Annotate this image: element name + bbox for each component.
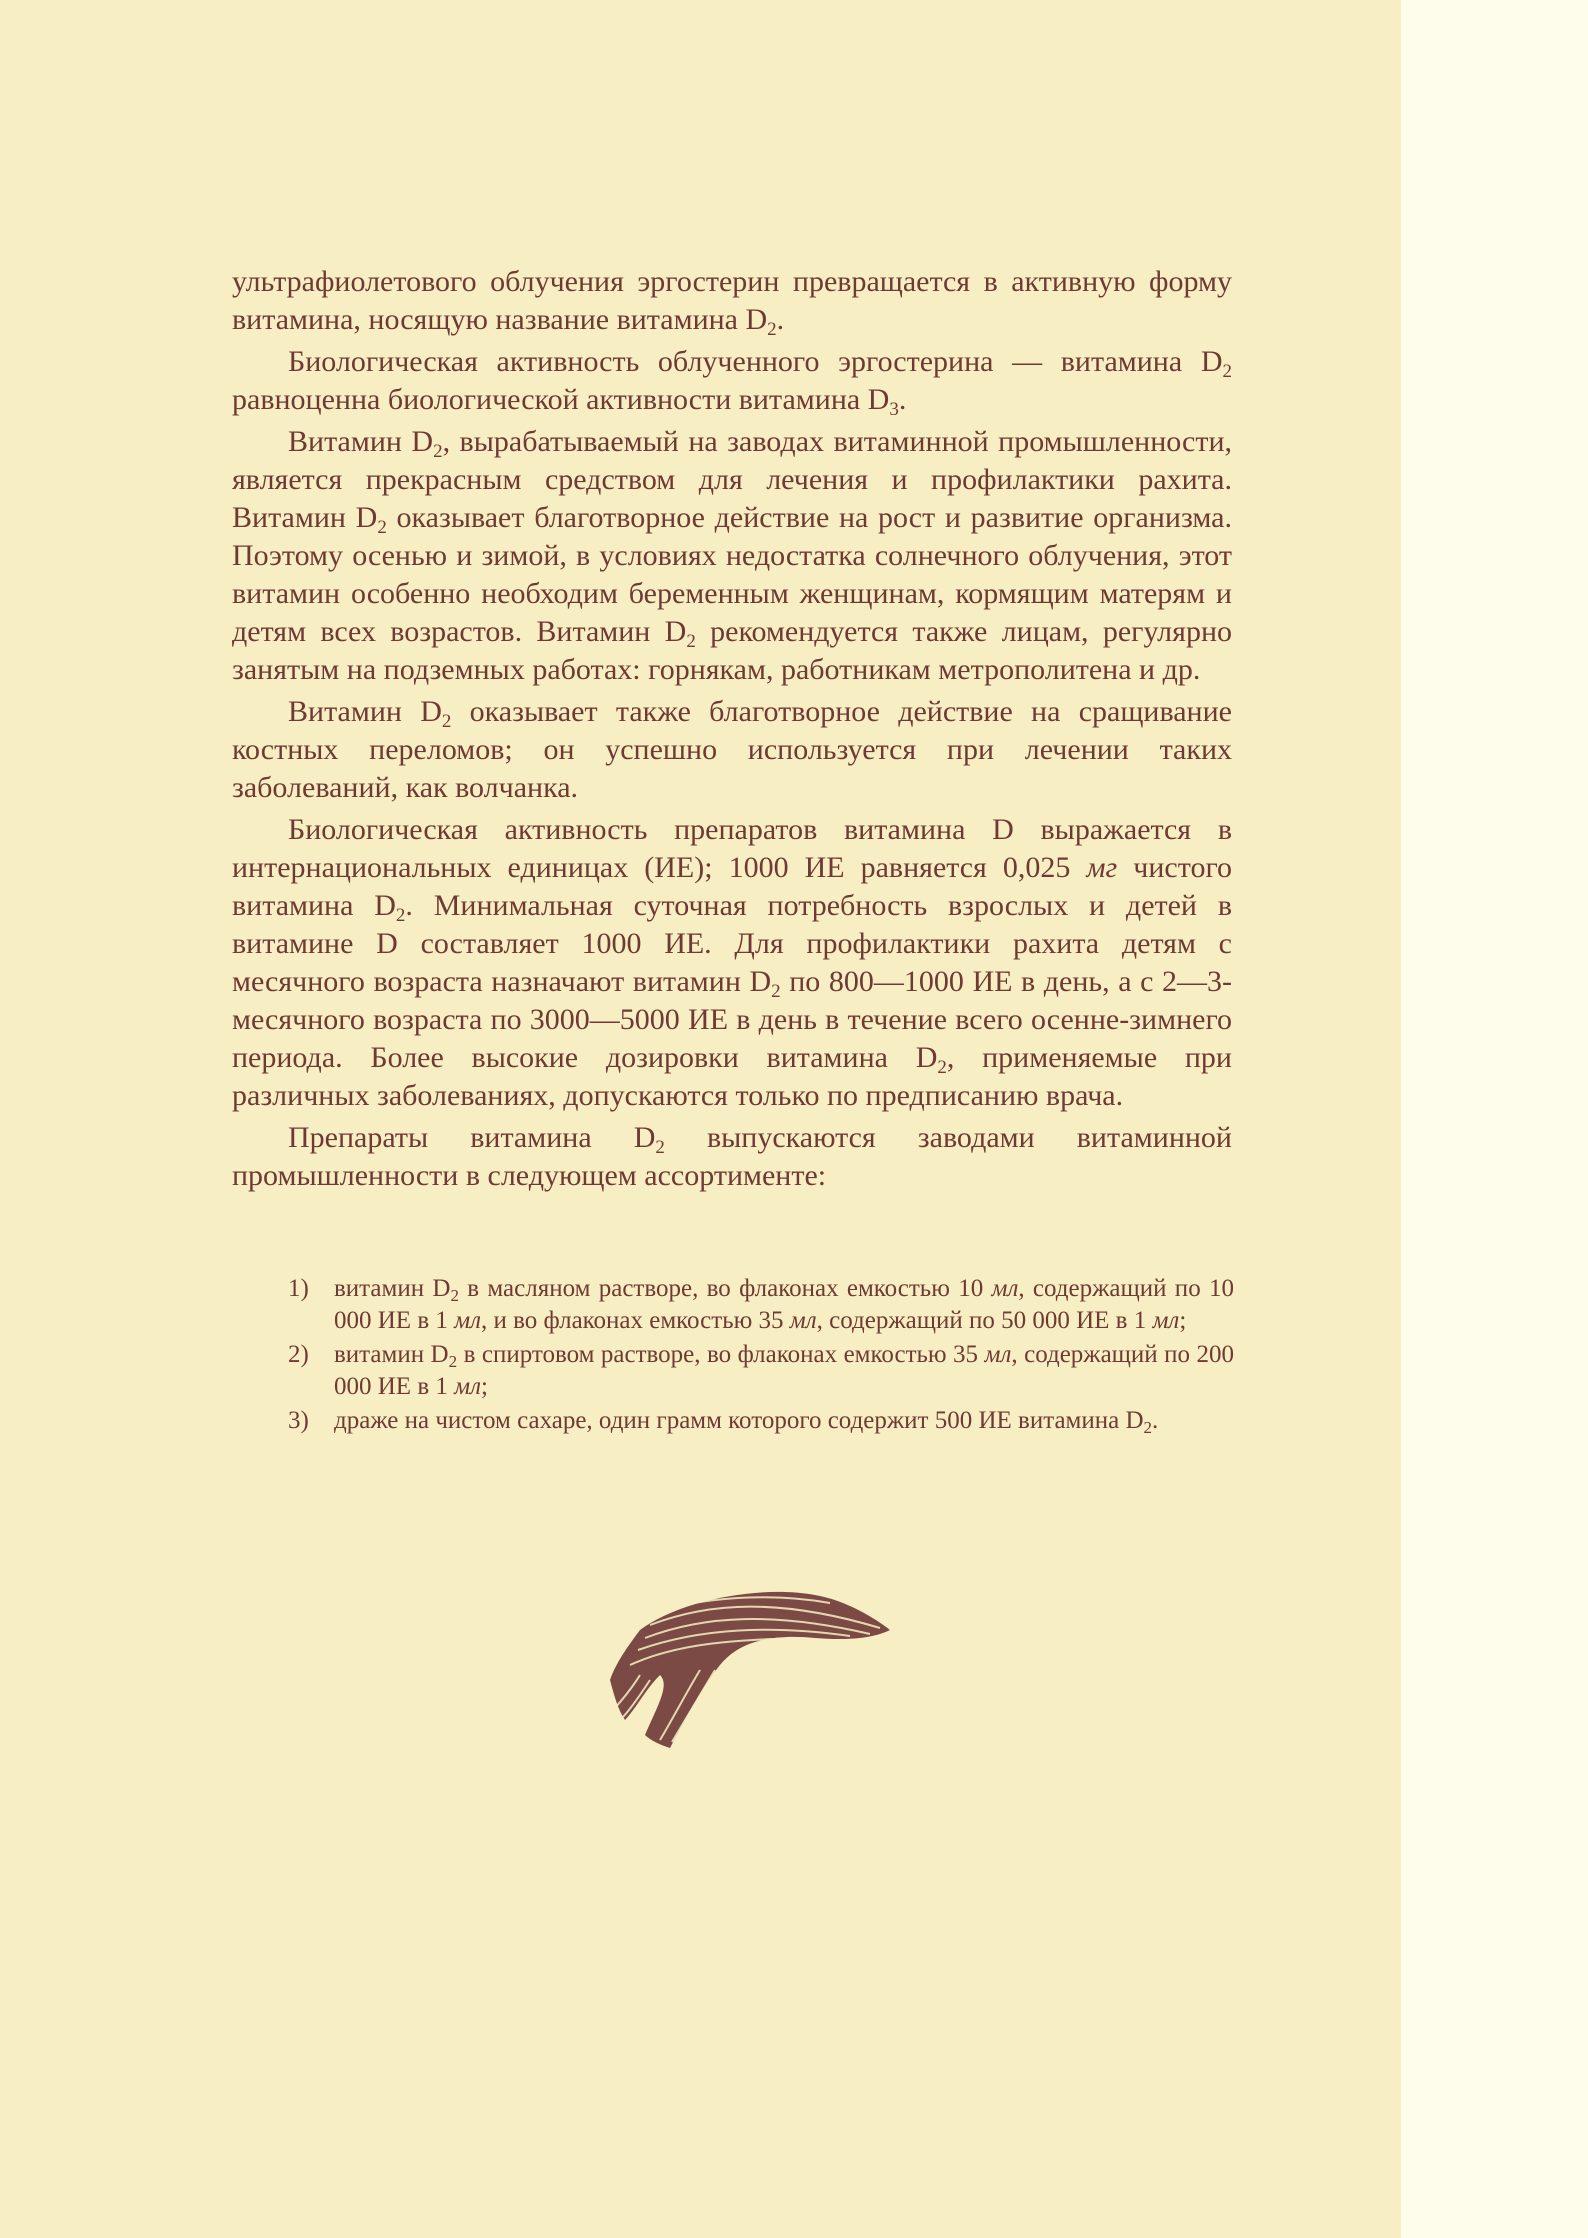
text-run: в спиртовом растворе, во флаконах емкостью 35 bbox=[457, 1341, 985, 1368]
unit-italic: мл bbox=[984, 1341, 1012, 1368]
text-run: выпускаются заводами витаминной промышленности в следующем ассортименте: bbox=[232, 1121, 1232, 1192]
wheat-sheaf-icon bbox=[600, 1570, 900, 1750]
subscript: 2 bbox=[450, 1286, 459, 1305]
text-run: равноценна биологической активности витамина D bbox=[232, 383, 890, 416]
text-run: витамин D bbox=[334, 1341, 449, 1368]
subscript: 2 bbox=[686, 631, 696, 652]
text-run: ; bbox=[481, 1373, 488, 1400]
text-run: чистого витамина D bbox=[232, 851, 1232, 922]
paragraph-5 bbox=[232, 811, 1232, 1115]
text-run: оказывает также благотворное действие на сращивание костных переломов; он успешно используется при лечении таких заболеваний, как волчанка. bbox=[232, 695, 1232, 804]
text-run: . bbox=[898, 383, 907, 416]
unit-italic: мл bbox=[789, 1307, 817, 1334]
list-item bbox=[288, 1339, 1234, 1403]
text-run: Биологическая активность облученного эргостерина — витамина D bbox=[288, 345, 1223, 378]
paragraph-3 bbox=[232, 423, 1232, 689]
subscript: 2 bbox=[1143, 1418, 1153, 1437]
list-number: 3) bbox=[288, 1407, 309, 1434]
text-run: рекомендуется также лицам, регулярно занятым на подземных работах: горнякам, работникам метрополитена и др. bbox=[232, 615, 1232, 686]
text-run: , содержащий по 10 000 ИЕ в 1 bbox=[334, 1275, 1234, 1334]
list-item-text bbox=[334, 1273, 1234, 1337]
subscript: 2 bbox=[655, 1137, 665, 1158]
paragraph-2 bbox=[232, 343, 1232, 419]
text-run: . bbox=[776, 303, 785, 336]
scan-edge-strip bbox=[1401, 0, 1588, 2238]
subscript: 3 bbox=[889, 399, 899, 420]
subscript: 2 bbox=[771, 981, 781, 1002]
subscript: 2 bbox=[441, 711, 452, 732]
subscript: 2 bbox=[395, 905, 406, 926]
unit-italic: мл bbox=[454, 1307, 481, 1334]
unit-italic: мл bbox=[454, 1373, 481, 1400]
list-number: 2) bbox=[288, 1341, 309, 1368]
text-run: ; bbox=[1179, 1307, 1187, 1334]
text-run: , содержащий по 50 000 ИЕ в 1 bbox=[816, 1307, 1153, 1334]
text-run: Биологическая активность препаратов витамина D выражается в интернациональных единицах (ИЕ); 1000 ИЕ равняется 0,025 bbox=[232, 813, 1232, 884]
subscript: 2 bbox=[377, 517, 387, 538]
subscript: 2 bbox=[937, 1057, 947, 1078]
paragraph-6 bbox=[232, 1119, 1232, 1195]
text-run: Витамин D bbox=[288, 695, 442, 728]
body-text bbox=[232, 263, 1232, 1195]
list-item bbox=[288, 1273, 1234, 1337]
text-run: ультрафиолетового облучения эргостерин превращается в активную форму витамина, носящую название витамина D bbox=[232, 265, 1232, 336]
paragraph-4 bbox=[232, 693, 1232, 807]
text-run: , и во флаконах емкостью 35 bbox=[481, 1307, 790, 1334]
text-run: в масляном растворе, во флаконах емкостью 10 bbox=[458, 1275, 992, 1302]
subscript: 2 bbox=[767, 319, 777, 340]
text-run: . Минимальная суточная потребность взрослых и детей в витамине D составляет 1000 ИЕ. Для профилактики рахита детям с месячного возраста назначают витамин D bbox=[232, 889, 1232, 998]
text-run: по 800—1000 ИЕ в день, а с 2—3-месячного возраста по 3000—5000 ИЕ в день в течение всего осенне-зимнего периода. Более высокие дозировки витамина D bbox=[232, 965, 1232, 1074]
list-item-text bbox=[334, 1405, 1234, 1437]
subscript: 2 bbox=[448, 1352, 458, 1371]
text-run: Витамин D bbox=[288, 425, 434, 458]
paragraph-1 bbox=[232, 263, 1232, 339]
text-run: . bbox=[1152, 1407, 1159, 1434]
subscript: 2 bbox=[1222, 361, 1232, 382]
list-item bbox=[288, 1405, 1234, 1437]
product-list bbox=[288, 1273, 1234, 1439]
text-run: Препараты витамина D bbox=[288, 1121, 656, 1154]
text-run: , содержащий по 200 000 ИЕ в 1 bbox=[334, 1341, 1234, 1400]
text-run: витамин D bbox=[334, 1275, 451, 1302]
list-number: 1) bbox=[288, 1275, 309, 1302]
text-run: , применяемые при различных заболеваниях, допускаются только по предписанию врача. bbox=[232, 1041, 1232, 1112]
text-run: , вырабатываемый на заводах витаминной промышленности, является прекрасным средством для лечения и профилактики рахита. Витамин D bbox=[232, 425, 1232, 534]
subscript: 2 bbox=[433, 441, 443, 462]
text-run: драже на чистом сахаре, один грамм которого содержит 500 ИЕ витамина D bbox=[334, 1407, 1144, 1434]
unit-italic: мг bbox=[1086, 851, 1118, 884]
unit-italic: мл bbox=[1152, 1307, 1180, 1334]
text-run: оказывает благотворное действие на рост и развитие организма. Поэтому осенью и зимой, в условиях недостатка солнечного облучения, этот витамин особенно необходим беременным женщинам, кормящим матерям и детям всех возрастов. Витамин D bbox=[232, 501, 1232, 648]
unit-italic: мл bbox=[991, 1275, 1019, 1302]
list-item-text bbox=[334, 1339, 1234, 1403]
